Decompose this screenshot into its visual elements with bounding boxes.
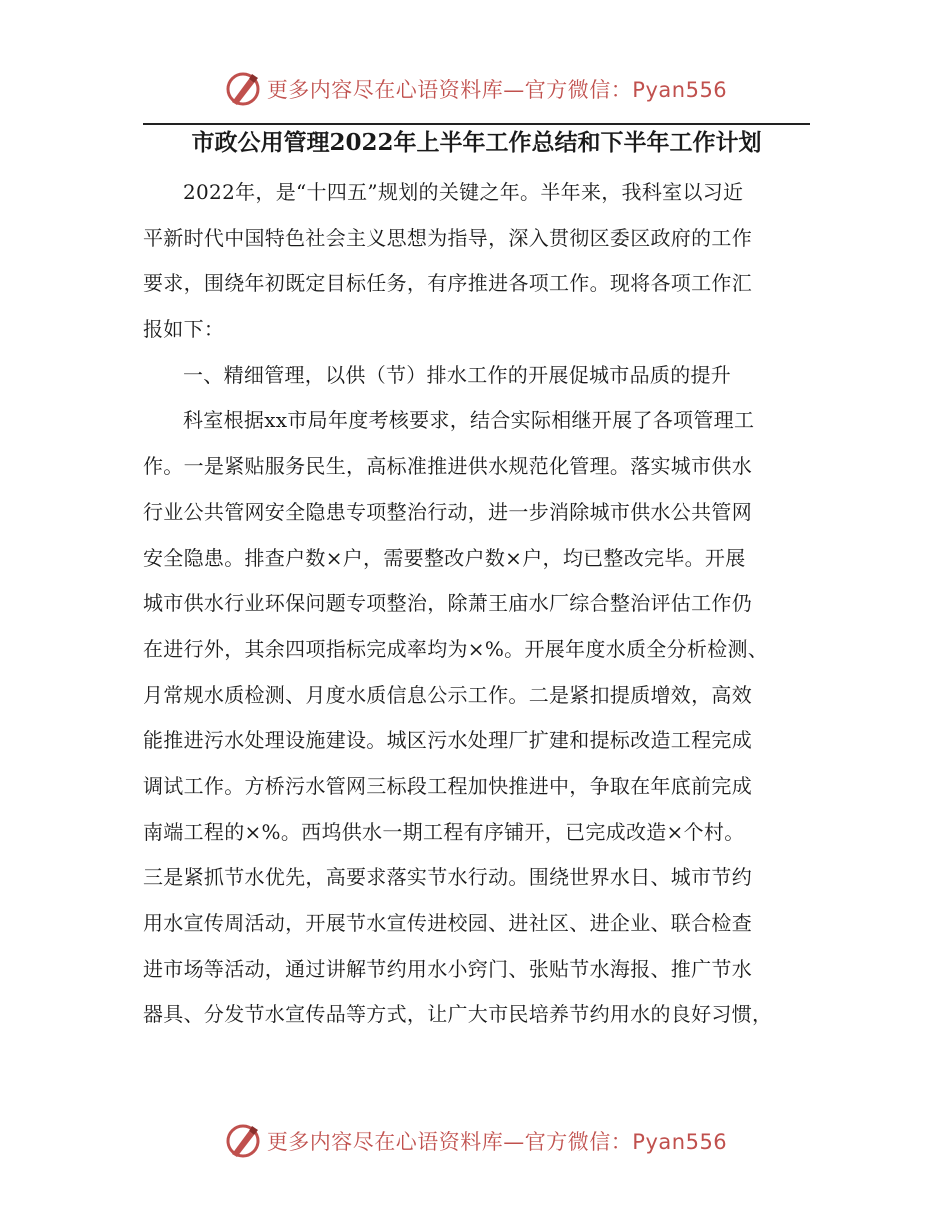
body-line: 器具、分发节水宣传品等方式，让广大市民培养节约用水的良好习惯， <box>143 1002 773 1027</box>
footer-watermark-banner <box>0 1116 950 1166</box>
body-line: 能推进污水处理设施建设。城区污水处理厂扩建和提标改造工程完成 <box>143 728 752 753</box>
body-line: 调试工作。方桥污水管网三标段工程加快推进中，争取在年底前完成 <box>143 773 752 798</box>
body-line: 报如下： <box>143 317 225 342</box>
body-line: 平新时代中国特色社会主义思想为指导，深入贯彻区委区政府的工作 <box>143 225 752 250</box>
footer-banner-text: 更多内容尽在心语资料库—官方微信：Pyan556 <box>266 1130 728 1154</box>
pen-nib-circle-icon <box>223 69 263 109</box>
title-divider <box>143 123 810 125</box>
body-line: 进市场等活动，通过讲解节约用水小窍门、张贴节水海报、推广节水 <box>143 956 752 981</box>
document-body <box>143 170 810 1038</box>
body-line: 三是紧抓节水优先，高要求落实节水行动。围绕世界水日、城市节约 <box>143 865 752 890</box>
body-line: 月常规水质检测、月度水质信息公示工作。二是紧扣提质增效，高效 <box>143 682 752 707</box>
body-line: 城市供水行业环保问题专项整治，除萧王庙水厂综合整治评估工作仍 <box>143 591 752 616</box>
body-line: 行业公共管网安全隐患专项整治行动，进一步消除城市供水公共管网 <box>143 499 752 524</box>
body-line: 南端工程的×%。西坞供水一期工程有序铺开，已完成改造×个村。 <box>143 819 745 844</box>
body-line: 在进行外，其余四项指标完成率均为×%。开展年度水质全分析检测、 <box>143 636 769 661</box>
body-line: 安全隐患。排查户数×户，需要整改户数×户，均已整改完毕。开展 <box>143 545 746 570</box>
body-line: 要求，围绕年初既定目标任务，有序推进各项工作。现将各项工作汇 <box>143 271 752 296</box>
document-title: 市政公用管理2022年上半年工作总结和下半年工作计划 <box>191 129 762 156</box>
body-line: 用水宣传周活动，开展节水宣传进校园、进社区、进企业、联合检查 <box>143 911 752 935</box>
body-line: 作。一是紧贴服务民生，高标准推进供水规范化管理。落实城市供水 <box>143 454 752 479</box>
body-line: 科室根据xx市局年度考核要求，结合实际相继开展了各项管理工 <box>183 408 755 433</box>
pen-nib-circle-icon <box>223 1121 263 1161</box>
section-heading: 一、精细管理，以供（节）排水工作的开展促城市品质的提升 <box>183 362 732 387</box>
header-banner-text: 更多内容尽在心语资料库—官方微信：Pyan556 <box>266 78 728 102</box>
header-watermark-banner <box>0 64 950 114</box>
body-line: 2022年，是“十四五”规划的关键之年。半年来，我科室以习近 <box>183 180 744 204</box>
